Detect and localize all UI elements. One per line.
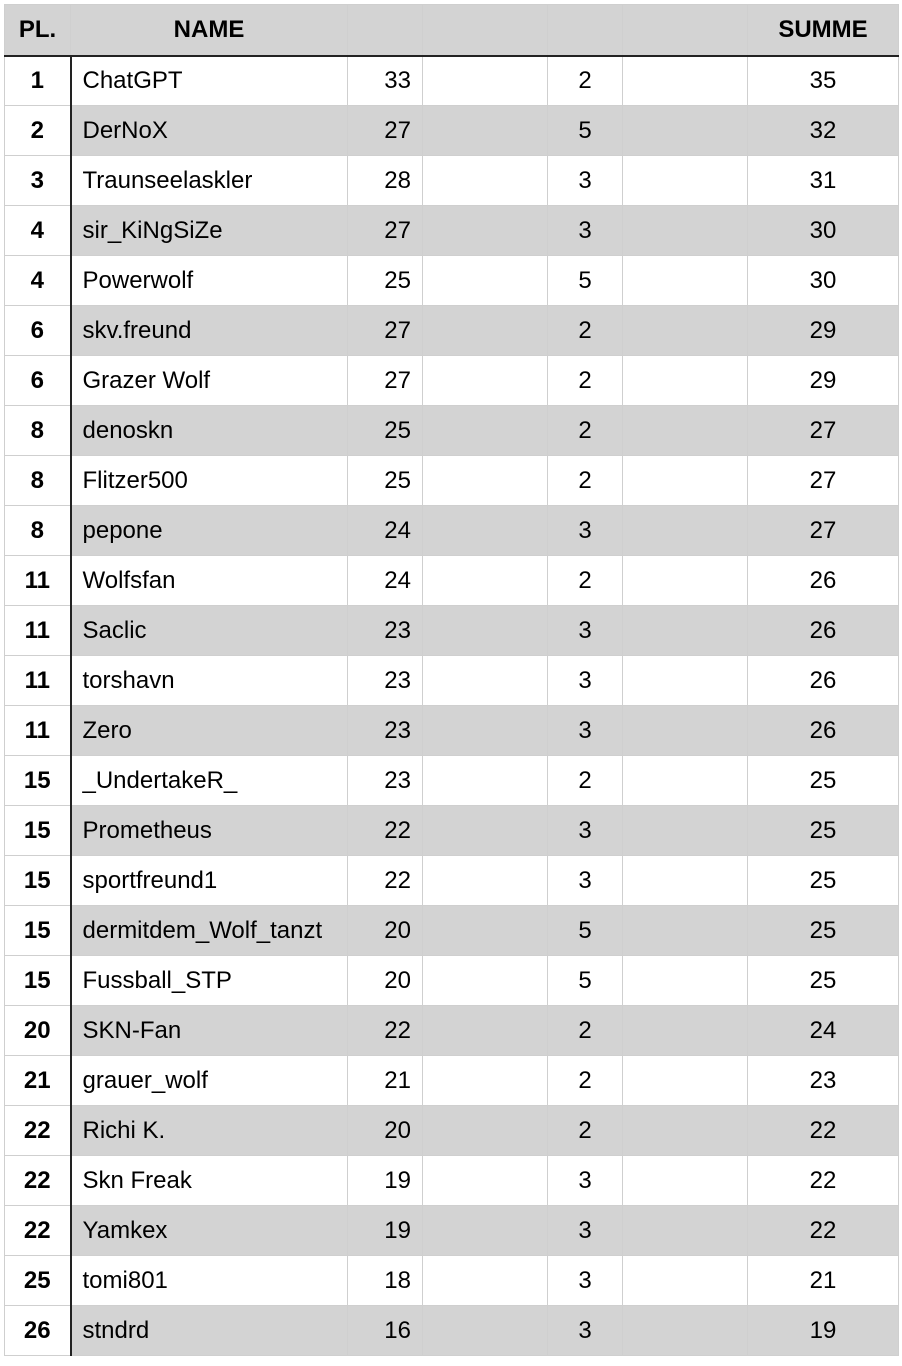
cell-name: denoskn [71,406,348,456]
cell-empty [623,1056,748,1106]
cell-empty [623,106,748,156]
cell-empty [623,1256,748,1306]
cell-empty [423,206,548,256]
cell-value-b: 2 [548,756,623,806]
cell-empty [623,206,748,256]
cell-name: Grazer Wolf [71,356,348,406]
cell-name: grauer_wolf [71,1056,348,1106]
cell-place: 22 [5,1156,71,1206]
cell-empty [623,706,748,756]
cell-name: Saclic [71,606,348,656]
cell-summe: 27 [748,406,899,456]
cell-empty [423,56,548,106]
cell-name: SKN-Fan [71,1006,348,1056]
cell-empty [623,606,748,656]
cell-empty [423,506,548,556]
cell-place: 1 [5,56,71,106]
cell-place: 11 [5,706,71,756]
table-body [5,56,899,1356]
cell-place: 11 [5,606,71,656]
cell-empty [423,756,548,806]
cell-value-b: 3 [548,706,623,756]
cell-value-a: 23 [348,606,423,656]
header-pl: PL. [5,5,71,56]
cell-summe: 25 [748,756,899,806]
cell-summe: 30 [748,206,899,256]
cell-summe: 26 [748,706,899,756]
header-col4 [423,5,548,56]
cell-place: 15 [5,906,71,956]
cell-summe: 26 [748,556,899,606]
cell-value-a: 24 [348,556,423,606]
cell-summe: 22 [748,1106,899,1156]
table-row [5,556,899,606]
cell-summe: 30 [748,256,899,306]
header-summe: SUMME [748,5,899,56]
table-row [5,1156,899,1206]
table-row [5,1206,899,1256]
cell-value-b: 5 [548,956,623,1006]
cell-place: 4 [5,256,71,306]
cell-value-a: 25 [348,256,423,306]
standings-table [4,4,899,1356]
cell-empty [423,906,548,956]
cell-name: ChatGPT [71,56,348,106]
cell-value-b: 3 [548,656,623,706]
cell-value-a: 27 [348,106,423,156]
table-row [5,806,899,856]
cell-value-a: 25 [348,406,423,456]
cell-summe: 23 [748,1056,899,1106]
table-row [5,106,899,156]
cell-value-b: 2 [548,56,623,106]
cell-value-b: 3 [548,156,623,206]
cell-value-b: 2 [548,306,623,356]
cell-place: 8 [5,406,71,456]
cell-place: 3 [5,156,71,206]
cell-value-a: 23 [348,756,423,806]
cell-name: Yamkex [71,1206,348,1256]
table-row [5,56,899,106]
cell-empty [623,656,748,706]
cell-value-a: 33 [348,56,423,106]
cell-value-a: 22 [348,1006,423,1056]
cell-summe: 25 [748,806,899,856]
cell-empty [423,456,548,506]
cell-place: 22 [5,1106,71,1156]
cell-name: DerNoX [71,106,348,156]
cell-value-a: 27 [348,206,423,256]
cell-summe: 22 [748,1156,899,1206]
table-row [5,606,899,656]
cell-place: 8 [5,506,71,556]
cell-value-b: 3 [548,606,623,656]
cell-name: Skn Freak [71,1156,348,1206]
cell-empty [423,656,548,706]
cell-empty [623,256,748,306]
cell-name: Powerwolf [71,256,348,306]
table-row [5,856,899,906]
cell-place: 22 [5,1206,71,1256]
cell-summe: 21 [748,1256,899,1306]
cell-name: Flitzer500 [71,456,348,506]
cell-value-a: 20 [348,1106,423,1156]
cell-empty [623,1206,748,1256]
cell-name: stndrd [71,1306,348,1356]
cell-empty [623,1306,748,1356]
table-row [5,756,899,806]
cell-empty [423,1056,548,1106]
cell-summe: 25 [748,856,899,906]
cell-empty [623,506,748,556]
cell-value-b: 3 [548,1256,623,1306]
cell-value-a: 22 [348,856,423,906]
cell-summe: 27 [748,456,899,506]
table-row [5,1006,899,1056]
cell-summe: 24 [748,1006,899,1056]
cell-empty [423,856,548,906]
cell-value-b: 2 [548,406,623,456]
cell-summe: 32 [748,106,899,156]
header-col5 [548,5,623,56]
cell-value-b: 5 [548,906,623,956]
cell-empty [623,1106,748,1156]
cell-empty [423,406,548,456]
cell-name: _UndertakeR_ [71,756,348,806]
cell-empty [423,1006,548,1056]
cell-value-b: 5 [548,106,623,156]
table-row [5,1306,899,1356]
table-row [5,256,899,306]
cell-place: 20 [5,1006,71,1056]
cell-empty [423,106,548,156]
header-col6 [623,5,748,56]
cell-value-b: 2 [548,356,623,406]
cell-value-a: 27 [348,356,423,406]
table-header [5,5,899,56]
cell-place: 25 [5,1256,71,1306]
cell-empty [423,1156,548,1206]
cell-value-a: 19 [348,1156,423,1206]
cell-value-b: 3 [548,856,623,906]
cell-value-b: 3 [548,206,623,256]
cell-name: sportfreund1 [71,856,348,906]
cell-empty [623,556,748,606]
cell-empty [623,306,748,356]
cell-value-a: 20 [348,906,423,956]
cell-place: 8 [5,456,71,506]
cell-summe: 29 [748,356,899,406]
cell-empty [623,1006,748,1056]
cell-value-a: 21 [348,1056,423,1106]
cell-value-b: 2 [548,1106,623,1156]
cell-place: 11 [5,656,71,706]
cell-empty [623,956,748,1006]
cell-place: 15 [5,756,71,806]
cell-empty [623,356,748,406]
cell-empty [423,1206,548,1256]
cell-value-b: 3 [548,506,623,556]
table-row [5,206,899,256]
header-row [5,5,899,56]
cell-name: Traunseelaskler [71,156,348,206]
header-col3 [348,5,423,56]
cell-empty [423,806,548,856]
cell-name: Wolfsfan [71,556,348,606]
cell-summe: 19 [748,1306,899,1356]
cell-value-a: 27 [348,306,423,356]
cell-value-b: 3 [548,806,623,856]
cell-name: Richi K. [71,1106,348,1156]
cell-name: sir_KiNgSiZe [71,206,348,256]
cell-empty [423,256,548,306]
cell-summe: 26 [748,606,899,656]
table-row [5,906,899,956]
cell-name: dermitdem_Wolf_tanzt [71,906,348,956]
cell-place: 6 [5,356,71,406]
cell-place: 21 [5,1056,71,1106]
cell-name: Zero [71,706,348,756]
cell-empty [623,806,748,856]
cell-value-a: 16 [348,1306,423,1356]
cell-value-a: 18 [348,1256,423,1306]
cell-value-a: 28 [348,156,423,206]
cell-empty [623,156,748,206]
cell-summe: 27 [748,506,899,556]
cell-value-a: 20 [348,956,423,1006]
cell-value-b: 3 [548,1206,623,1256]
table-row [5,956,899,1006]
cell-place: 15 [5,806,71,856]
cell-empty [623,856,748,906]
cell-empty [423,1306,548,1356]
cell-place: 15 [5,856,71,906]
cell-empty [623,906,748,956]
cell-place: 26 [5,1306,71,1356]
cell-value-a: 22 [348,806,423,856]
cell-value-a: 23 [348,656,423,706]
table-row [5,506,899,556]
cell-empty [423,706,548,756]
cell-name: Prometheus [71,806,348,856]
cell-name: Fussball_STP [71,956,348,1006]
cell-summe: 25 [748,956,899,1006]
cell-value-a: 23 [348,706,423,756]
cell-name: skv.freund [71,306,348,356]
cell-empty [623,456,748,506]
cell-empty [423,356,548,406]
cell-empty [423,306,548,356]
cell-value-a: 19 [348,1206,423,1256]
cell-summe: 26 [748,656,899,706]
cell-empty [423,556,548,606]
header-name: NAME [71,5,348,56]
cell-value-b: 2 [548,1056,623,1106]
cell-place: 6 [5,306,71,356]
table-row [5,1056,899,1106]
cell-empty [623,756,748,806]
cell-value-b: 3 [548,1306,623,1356]
cell-place: 15 [5,956,71,1006]
cell-empty [423,156,548,206]
cell-place: 4 [5,206,71,256]
cell-empty [423,606,548,656]
cell-place: 2 [5,106,71,156]
cell-empty [623,56,748,106]
table-row [5,156,899,206]
cell-summe: 22 [748,1206,899,1256]
cell-summe: 29 [748,306,899,356]
cell-empty [623,1156,748,1206]
cell-value-b: 2 [548,556,623,606]
cell-value-b: 2 [548,456,623,506]
cell-summe: 25 [748,906,899,956]
cell-value-b: 3 [548,1156,623,1206]
table-row [5,656,899,706]
table-row [5,306,899,356]
table-row [5,706,899,756]
cell-empty [423,1256,548,1306]
table-row [5,456,899,506]
cell-value-b: 2 [548,1006,623,1056]
table-row [5,1106,899,1156]
cell-summe: 35 [748,56,899,106]
cell-value-b: 5 [548,256,623,306]
cell-empty [423,1106,548,1156]
cell-value-a: 24 [348,506,423,556]
cell-value-a: 25 [348,456,423,506]
cell-empty [623,406,748,456]
cell-empty [423,956,548,1006]
cell-place: 11 [5,556,71,606]
table-row [5,356,899,406]
table-row [5,1256,899,1306]
cell-name: torshavn [71,656,348,706]
cell-name: tomi801 [71,1256,348,1306]
cell-name: pepone [71,506,348,556]
cell-summe: 31 [748,156,899,206]
table-row [5,406,899,456]
